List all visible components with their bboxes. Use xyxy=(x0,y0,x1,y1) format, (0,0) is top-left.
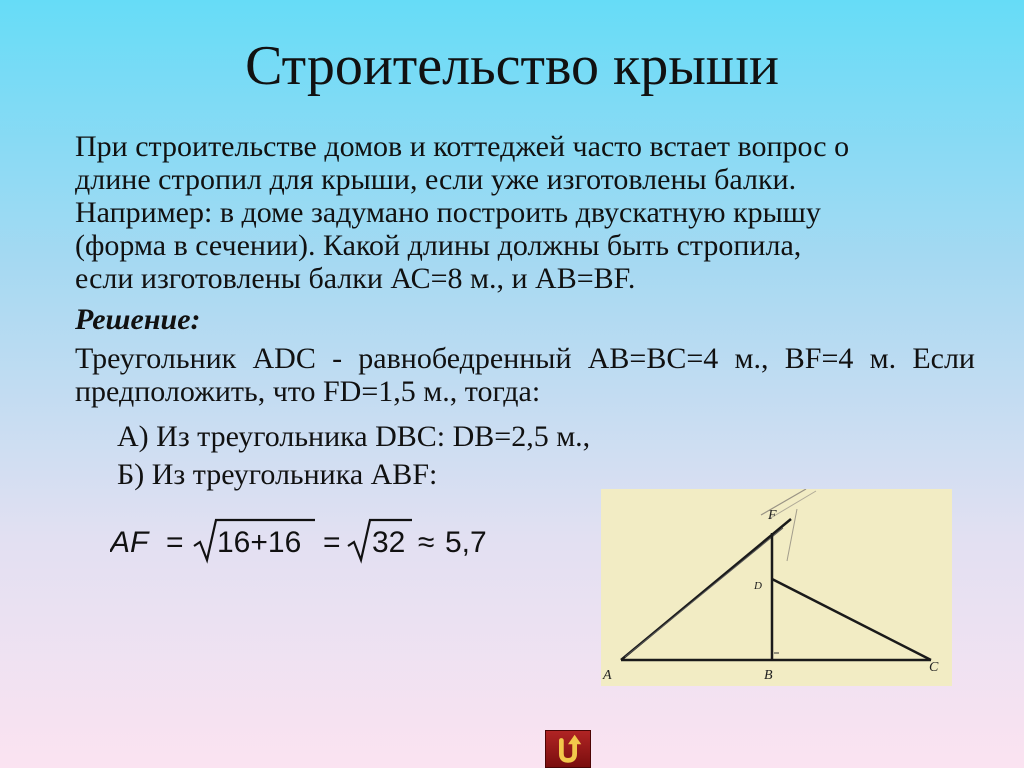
formula-lhs: AF xyxy=(110,526,149,559)
intro-line: (форма в сечении). Какой длины должны быть стропила, xyxy=(75,229,802,262)
u-turn-arrow-icon xyxy=(546,731,590,767)
point-label-f: F xyxy=(768,508,777,523)
solution-step-b: Б) Из треугольника ABF: xyxy=(117,458,438,491)
af-formula xyxy=(110,514,500,564)
intro-line: При строительстве домов и коттеджей часто встает вопрос о xyxy=(75,130,850,163)
point-label-c: C xyxy=(929,660,939,675)
back-button[interactable] xyxy=(545,730,591,768)
formula-radicand-2: 32 xyxy=(372,526,406,559)
point-label-b: B xyxy=(764,668,773,683)
point-label-d: D xyxy=(754,580,762,592)
formula-result: 5,7 xyxy=(445,526,487,559)
solution-text: Треугольник ADC - равнобедренный AB=BC=4 м., BF=4 м. Если предположить, что FD=1,5 м., тогда: xyxy=(75,342,975,408)
solution-heading: Решение: xyxy=(75,303,201,336)
intro-paragraph xyxy=(75,130,980,295)
intro-line: если изготовлены балки АС=8 м., и АВ=BF. xyxy=(75,262,636,295)
formula-radicand-1: 16+16 xyxy=(217,526,302,559)
intro-line: длине стропил для крыши, если уже изготовлены балки. xyxy=(75,163,797,196)
slide-title: Строительство крыши xyxy=(245,35,779,97)
intro-line: Например: в доме задумано построить двускатную крышу xyxy=(75,196,821,229)
roof-diagram xyxy=(601,489,952,686)
formula-equals: = xyxy=(323,526,341,559)
formula-approx: ≈ xyxy=(418,526,435,559)
formula-equals: = xyxy=(166,526,184,559)
point-label-a: A xyxy=(603,668,612,683)
solution-step-a: А) Из треугольника DBC: DB=2,5 м., xyxy=(117,420,591,453)
